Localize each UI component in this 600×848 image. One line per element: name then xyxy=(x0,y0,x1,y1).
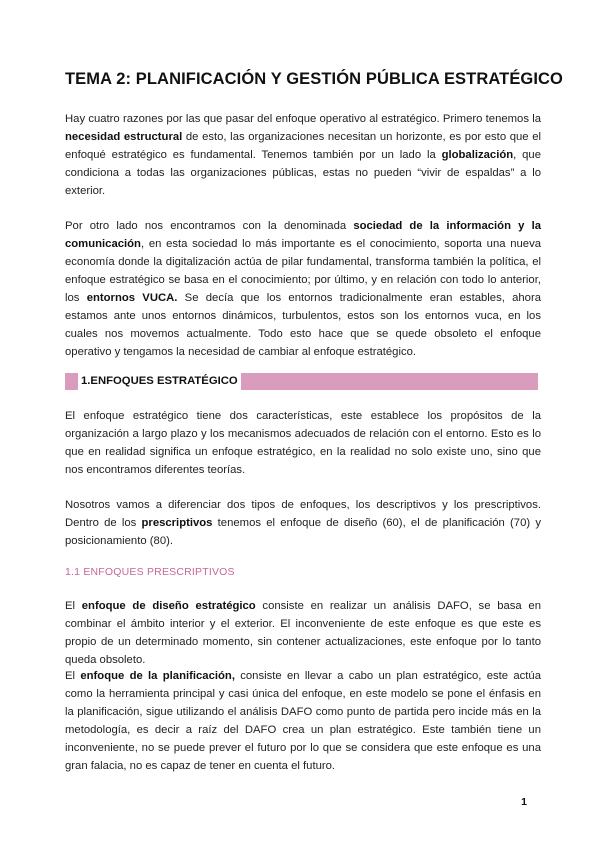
p2-text-2: , en esta sociedad lo más importante es el conocimiento, soporta una nueva economía donde la digitalización actúa de pilar fundamental, transforma también la política, el enfoque estratégico se basa en el conocimiento; por último, y en relación con todo lo anterior, los xyxy=(65,238,541,304)
p2-text-3: Se decía que los entornos tradicionalmente eran estables, ahora estamos ante unos entornos dinámicos, turbulentos, estos son los entornos vuca, en los cuales nos movemos actualmente. Todo esto hace que se quede obsoleto el enfoque operativo y tengamos la necesidad de cambiar al enfoque estratégico. xyxy=(65,292,541,358)
p5-text-1: El xyxy=(65,600,82,612)
p2-text-1: Por otro lado nos encontramos con la denominada xyxy=(65,220,354,232)
paragraph-design-approach xyxy=(65,597,541,669)
p2-bold-2: entornos VUCA. xyxy=(86,292,178,304)
paragraph-approach-types xyxy=(65,496,541,550)
paragraph-society xyxy=(65,217,541,361)
section-heading: 1.ENFOQUES ESTRATÉGICO xyxy=(78,373,241,390)
p4-text-2: tenemos el enfoque de diseño (60), el de planificación (70) y posicionamiento (80). xyxy=(65,517,541,547)
section-heading-bar xyxy=(65,373,538,390)
p6-bold-1: enfoque de la planificación, xyxy=(80,670,235,682)
p1-bold-1: necesidad estructural xyxy=(65,131,183,143)
paragraph-strategic-approach: El enfoque estratégico tiene dos características, este establece los propósitos de la organización a largo plazo y los mecanismos adecuados de relación con el entorno. Esto es lo que en realidad significa un enfoque estratégico, en la realidad no solo existe uno, sino que nos encontramos diferentes teorías. xyxy=(65,410,541,476)
page-title: TEMA 2: PLANIFICACIÓN Y GESTIÓN PÚBLICA ESTRATÉGICO xyxy=(65,70,563,88)
subsection-heading: 1.1 ENFOQUES PRESCRIPTIVOS xyxy=(65,566,235,578)
page-number: 1 xyxy=(521,796,527,808)
paragraph-planning-approach xyxy=(65,667,541,775)
p6-text-2: consiste en llevar a cabo un plan estratégico, este actúa como la herramienta principal y casi única del enfoque, en este modelo se pone el énfasis en la planificación, sigue utilizando el análisis DAFO como punto de partida pero incide más en la metodología, es decir a raíz del DAFO crea un plan estratégico. Este también tiene un inconveniente, no se puede prever el futuro por lo que se considera que este enfoque es una gran falacia, no es capaz de tener en cuenta el futuro. xyxy=(65,670,541,772)
p5-text-2: consiste en realizar un análisis DAFO, se basa en combinar el ámbito interior y el exterior. El inconveniente de este enfoque es que este es propio de un determinado momento, sin contener actualizaciones, este enfoque por lo tanto queda obsoleto. xyxy=(65,600,541,666)
p1-text-1: Hay cuatro razones por las que pasar del enfoque operativo al estratégico. Primero tenemos la xyxy=(65,113,541,125)
p1-text-3: , que condiciona a todas las organizaciones públicas, estas no pueden “vivir de espaldas” a lo exterior. xyxy=(65,149,541,197)
p1-text-2: de esto, las organizaciones necesitan un horizonte, es por esto que el enfoqué estratégico es fundamental. Tenemos también por un lado la xyxy=(65,131,541,161)
p4-bold-1: prescriptivos xyxy=(141,517,213,529)
p2-bold-1: sociedad de la información y la comunicación xyxy=(65,220,541,250)
paragraph-intro xyxy=(65,110,541,200)
p4-text-1: Nosotros vamos a diferenciar dos tipos de enfoques, los descriptivos y los prescriptivos. Dentro de los xyxy=(65,499,541,529)
p6-text-1: El xyxy=(65,670,81,682)
p1-bold-2: globalización xyxy=(441,149,514,161)
p5-bold-1: enfoque de diseño estratégico xyxy=(81,600,256,612)
